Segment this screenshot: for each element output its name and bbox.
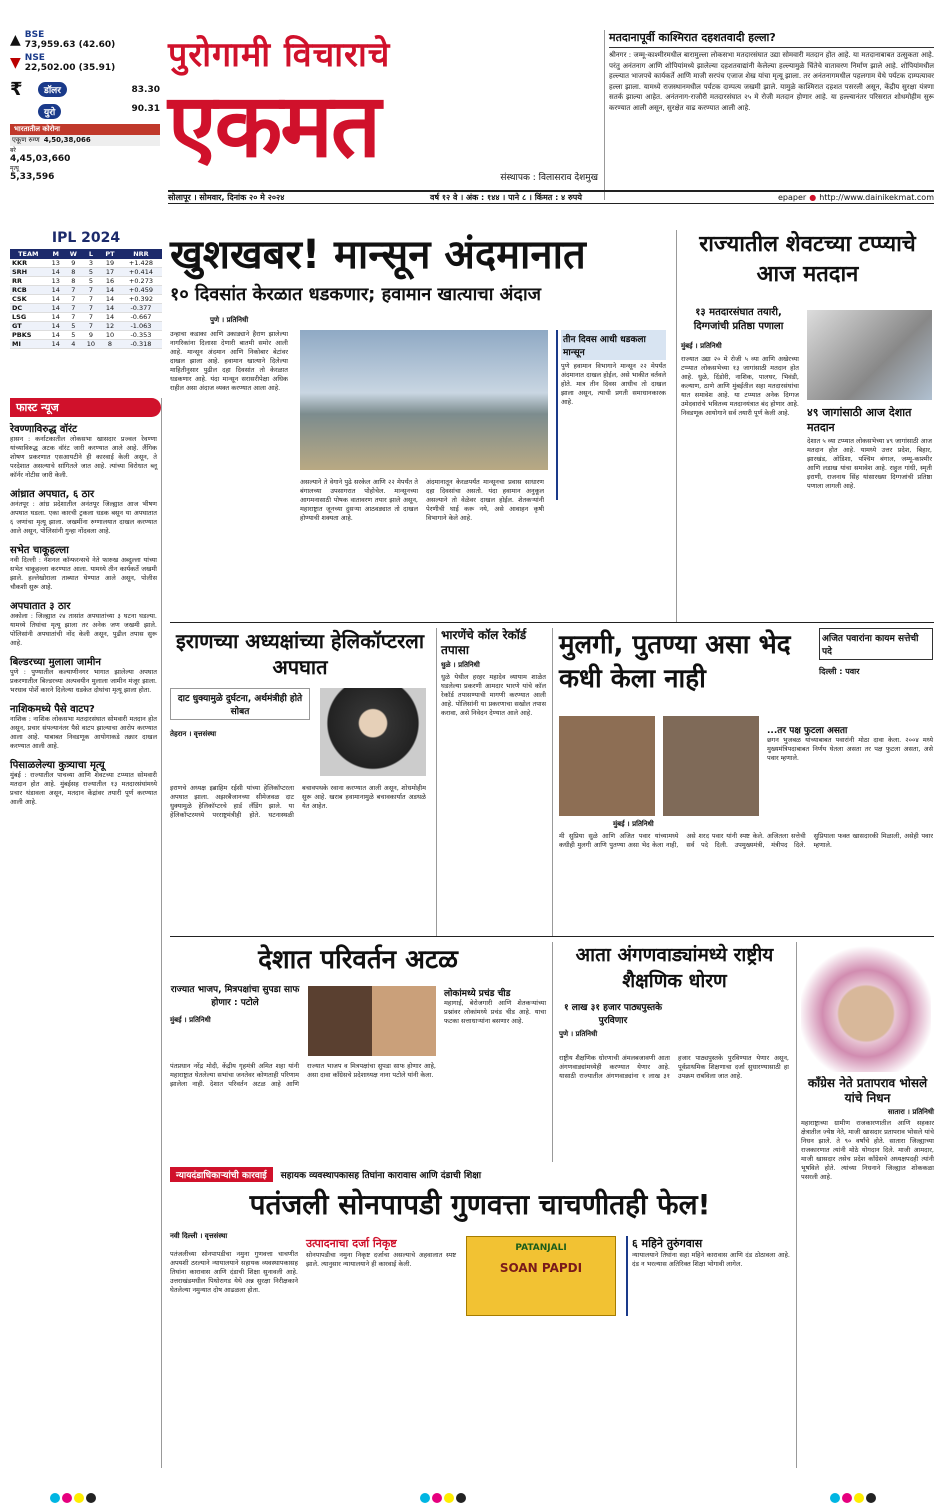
- ipl-cell: 5: [82, 268, 100, 277]
- ipl-cell: LSG: [10, 313, 47, 322]
- registration-dots-mid: [420, 1488, 468, 1507]
- anganwadi-subhead: १ लाख ३१ हजार पाठ्यपुस्तके पुरविणार: [563, 1003, 663, 1026]
- ipl-row: [10, 304, 162, 313]
- ipl-cell: +0.459: [120, 286, 162, 295]
- soan-papdi-pack: [466, 1236, 616, 1316]
- corona-recovered-label: बरे: [10, 147, 16, 154]
- ipl-cell: 7: [65, 304, 82, 313]
- monsoon-headline: खुशखबर! मान्सून अंदमानात: [170, 232, 586, 278]
- iran-headline: इराणच्या अध्यक्षांच्या हेलिकॉप्टरला अपघात: [175, 629, 425, 679]
- fast-news-head: नाशिकमध्ये पैसे वाटप?: [10, 704, 95, 715]
- bharne-byline: धुळे । प्रतिनिधी: [441, 661, 480, 669]
- ipl-header-cell: NRR: [120, 249, 162, 259]
- pawar-quote: [767, 723, 933, 763]
- pawar-story: [552, 628, 934, 936]
- bse-block: [10, 30, 160, 50]
- ipl-cell: 14: [100, 295, 120, 304]
- ipl-cell: 8: [65, 277, 82, 286]
- voting-box-head: ४९ जागांसाठी आज देशात मतदान: [807, 406, 912, 434]
- ipl-row: [10, 268, 162, 277]
- monsoon-sidebar-head: तीन दिवस आधी धडकला मान्सून: [561, 330, 666, 360]
- dollar-value: 83.30: [131, 84, 160, 95]
- bear-icon: ▼: [10, 55, 21, 71]
- pack-label: SOAN PAPDI: [499, 1261, 583, 1275]
- ipl-cell: 10: [82, 340, 100, 349]
- patole-byline: मुंबई । प्रतिनिधी: [170, 1016, 211, 1024]
- corona-title: भारतातील कोरोना: [10, 124, 160, 135]
- ipl-cell: 7: [65, 286, 82, 295]
- top-story-headline: मतदानापूर्वी काश्मिरात दहशतवादी हल्ला?: [609, 30, 934, 48]
- ipl-cell: DC: [10, 304, 47, 313]
- website-link[interactable]: http://www.dainikekmat.com: [819, 193, 934, 202]
- ipl-cell: -1.063: [120, 322, 162, 331]
- epaper-label: epaper: [778, 193, 807, 202]
- anganwadi-headline: आता अंगणवाड्यांमध्ये राष्ट्रीय शैक्षणिक धोरण: [575, 944, 774, 992]
- ipl-row: [10, 286, 162, 295]
- ipl-row: [10, 259, 162, 268]
- ipl-cell: KKR: [10, 259, 47, 268]
- fast-news-item: [10, 598, 161, 648]
- ipl-cell: 14: [100, 313, 120, 322]
- bull-icon: ▲: [10, 32, 21, 48]
- bharne-story: [436, 628, 546, 936]
- monsoon-byline: पुणे । प्रतिनिधी: [210, 316, 249, 324]
- ipl-header-cell: W: [65, 249, 82, 259]
- ipl-cell: 8: [65, 268, 82, 277]
- ipl-cell: 4: [65, 340, 82, 349]
- fast-news-item: [10, 486, 161, 536]
- ipl-cell: 14: [47, 286, 65, 295]
- fast-news-body: पुणे : पुण्यातील कल्याणीनगर भागात झालेल्या अपघात प्रकरणातील बिल्डरच्या अल्पवयीन मुलाला जामीन मंजूर झाला. भरधाव पोर्शे कारने दिलेल्या धडकेत दोघांचा मृत्यू झाला होता.: [10, 668, 157, 694]
- ipl-row: [10, 277, 162, 286]
- ipl-cell: 5: [65, 322, 82, 331]
- registration-dots-left: [50, 1488, 98, 1507]
- ipl-cell: -0.667: [120, 313, 162, 322]
- ipl-cell: 7: [65, 313, 82, 322]
- jail-box: [626, 1236, 790, 1316]
- fast-news-item: [10, 421, 161, 480]
- voting-story: [676, 230, 934, 622]
- ipl-cell: 14: [47, 340, 65, 349]
- monsoon-subhead: १० दिवसांत केरळात धडकणार; हवामान खात्याचा अंदाज: [170, 284, 541, 305]
- fast-news-body: हासन : कर्नाटकातील लोकसभा खासदार प्रज्वल रेवण्णा यांच्याविरुद्ध अटक वॉरंट जारी करण्यात आले आहे. लैंगिक शोषण प्रकरणात एसआयटीने ही कारवाई केली असून, ते परदेशात असल्याचे सांगितले जात आहे. त्यांच्या विरोधात ब्लू कॉर्नर नोटीस जारी केली.: [10, 435, 157, 479]
- evm-photo: [807, 310, 932, 400]
- ipl-table: [10, 249, 162, 349]
- monsoon-col2: असल्याने ते वेगाने पुढे सरकेल आणि २२ मेपर्यंत ते बंगालच्या उपसागरात पोहोचेल. मान्सूनच्या आगमनासाठी पोषक वातावरण तयार झाले असून, महाराष्ट्रात जूनच्या दुसऱ्या आठवड्यात तो दाखल होण्याची शक्यता आहे.: [300, 478, 418, 522]
- anganwadi-byline: पुणे । प्रतिनिधी: [559, 1030, 598, 1038]
- masthead-name: एकमत: [168, 74, 380, 177]
- pawar-side: [819, 628, 933, 677]
- iran-body: इराणचे अध्यक्ष इब्राहिम रईसी यांच्या हेलिकॉप्टरला अपघात झाला. अझरबैजानच्या सीमेजवळ दाट धुक्यामुळे हेलिकॉप्टरचे हार्ड लँडिंग झाले. या हेलिकॉप्टरमध्ये परराष्ट्रमंत्रीही होते. घटनास्थळी बचावपथके रवाना करण्यात आली असून, शोधमोहीम सुरू आहे. खराब हवामानामुळे बचावकार्यात अडथळे येत आहेत.: [170, 784, 426, 819]
- fast-news-body: नवी दिल्ली : नॅशनल कॉन्फरन्सचे नेते फारुख अब्दुल्ला यांच्या सभेत चाकूहल्ला करण्यात आला. यामध्ये तीन कार्यकर्ते जखमी झाले. हल्लेखोराला ताब्यात घेण्यात आले असून, पोलीस चौकशी सुरू आहे.: [10, 556, 157, 591]
- ipl-cell: GT: [10, 322, 47, 331]
- euro-row: [38, 104, 160, 119]
- fast-news-item: [10, 654, 161, 695]
- fast-news-body: मुंबई : राज्यातील पाचव्या आणि शेवटच्या टप्प्यात सोमवारी मतदान होत आहे. मुंबईसह राज्यातील १३ मतदारसंघांमध्ये प्रचार थंडावला असून, मतदान केंद्रांवर तयारी पूर्ण करण्यात आली आहे.: [10, 771, 157, 806]
- patole-body: पंतप्रधान नरेंद्र मोदी, केंद्रीय गृहमंत्री अमित शहा यांनी महाराष्ट्रात घेतलेल्या सभांचा जनतेवर कोणताही परिणाम झालेला नाही. देशात परिवर्तन अटळ आहे आणि राज्यात भाजप व मित्रपक्षांचा सुपडा साफ होणार आहे, असा दावा काँग्रेसचे प्रदेशाध्यक्ष नाना पटोले यांनी केला.: [170, 1062, 436, 1088]
- rupee-icon: ₹: [10, 79, 23, 100]
- ipl-cell: 9: [82, 331, 100, 340]
- pawar-byline: मुंबई । प्रतिनिधी: [613, 820, 654, 828]
- ipl-cell: 14: [47, 331, 65, 340]
- corona-box: [10, 124, 160, 182]
- euro-label: युरो: [38, 104, 61, 119]
- top-story-body: श्रीनगर : जम्मू-काश्मीरमधील बारामुल्ला लोकसभा मतदारसंघात उद्या सोमवारी मतदान होत आहे. या मतदानाबाबत उत्सुकता आहे. परंतु अनंतनाग आणि शोपियांमध्ये झालेल्या दहशतवाद्यांनी केलेल्या हल्ल्यामुळे चिंतेचे वातावरण निर्माण झाले आहे. शोपियांमधील हल्ल्यात भाजपचे कार्यकर्ते आणि माजी सरपंच एजाज शेख यांचा मृत्यू झाला. तर अनंतनागमधील पहलगाम येथे पर्यटक दाम्पत्यावर हल्ला झाला. यामध्ये राजस्थानमधील पर्यटक दाम्पत्य जखमी झाले. यामुळे काश्मिरात दहशत पसरली असून, केंद्रीय सुरक्षा यंत्रणा सतर्क झाल्या आहेत. अनंतनाग-राजौरी मतदारसंघात २५ मे रोजी मतदान होणार आहे. या हल्ल्यानंतर परिसरात शोधमोहीम सुरू करण्यात आली असून, सुरक्षेत वाढ करण्यात आली आहे.: [609, 51, 934, 112]
- pawar-headline: मुलगी, पुतण्या असा भेद कधी केला नाही: [559, 630, 791, 694]
- fast-news-head: आंध्रात अपघात, ६ ठार: [10, 489, 95, 500]
- ipl-cell: 14: [47, 304, 65, 313]
- ipl-cell: RCB: [10, 286, 47, 295]
- fast-news-head: सभेत चाकूहल्ला: [10, 545, 69, 556]
- ipl-header-cell: L: [82, 249, 100, 259]
- patanjali-box-head: उत्पादनाचा दर्जा निकृष्ट: [306, 1237, 397, 1250]
- ipl-cell: 17: [100, 268, 120, 277]
- anganwadi-body: राष्ट्रीय शैक्षणिक धोरणाची अंमलबजावणी आता अंगणवाड्यांमध्येही करण्यात येणार आहे. यासाठी राज्यातील अंगणवाड्यांना १ लाख ३१ हजार पाठ्यपुस्तके पुरविण्यात येणार असून, पूर्वप्राथमिक शिक्षणाचा दर्जा सुधारण्यासाठी हा उपक्रम राबविला जात आहे.: [559, 1054, 789, 1080]
- patanjali-body: पतंजलीच्या सोनपापडीचा नमुना गुणवत्ता चाचणीत अपयशी ठरल्याने न्यायालयाने सहायक व्यवस्थापकासह तिघांना कारावास आणि दंडाची शिक्षा सुनावली आहे. उत्तराखंडमधील पिथोरागड येथे अन्न सुरक्षा निरीक्षकाने घेतलेल्या नमुन्यात दोष आढळला होता.: [170, 1250, 298, 1294]
- voting-subhead: १३ मतदारसंघात तयारी, दिग्गजांची प्रतिष्ठा पणाला: [693, 307, 784, 332]
- ipl-cell: CSK: [10, 295, 47, 304]
- bse-value: 73,959.63 (42.60): [24, 40, 116, 50]
- ipl-cell: 14: [100, 286, 120, 295]
- monsoon-story: [170, 230, 670, 622]
- fast-news-title: फास्ट न्यूज: [10, 398, 161, 417]
- bharne-body: धुळे येथील हरहर महादेव व्यायाम शाळेत घडलेल्या प्रकरणी आमदार भारणे यांचे कॉल रेकॉर्ड तपासण्याची मागणी करण्यात आली आहे. पोलिसांनी या प्रकरणाचा सखोल तपास करावा, असे निवेदन देण्यात आले आहे.: [441, 673, 546, 717]
- patole-story: [170, 942, 546, 1162]
- ipl-cell: +0.392: [120, 295, 162, 304]
- globe-icon: ●: [809, 193, 817, 202]
- ipl-row: [10, 340, 162, 349]
- ipl-cell: MI: [10, 340, 47, 349]
- nse-value: 22,502.00 (35.91): [24, 63, 116, 73]
- bhosale-caption: काँग्रेस नेते प्रतापराव भोसले यांचे निधन: [807, 1076, 928, 1105]
- bhosale-story: [796, 942, 934, 1468]
- ipl-row: [10, 322, 162, 331]
- ipl-cell: 19: [100, 259, 120, 268]
- bhosale-body: महाराष्ट्राच्या ग्रामीण राजकारणातील आणि सहकार क्षेत्रातील ज्येष्ठ नेते, माजी खासदार प्रतापराव भोसले यांचे निधन झाले. ते ९० वर्षांचे होते. सातारा जिल्ह्याच्या राजकारणात त्यांनी मोठे योगदान दिले. माजी आमदार, माजी खासदार तसेच प्रदेश काँग्रेसचे अध्यक्षपदही त्यांनी भूषविले होते. त्यांच्या निधनाने जिल्ह्यात शोककळा पसरली आहे.: [801, 1119, 934, 1181]
- dateline: सोलापूर । सोमवार, दिनांक २० मे २०२४: [168, 193, 285, 202]
- ipl-cell: 3: [82, 259, 100, 268]
- markets-panel: [10, 30, 160, 200]
- ipl-cell: 13: [47, 259, 65, 268]
- patanjali-byline: नवी दिल्ली । वृत्तसंस्था: [170, 1232, 228, 1240]
- patole-subhead: राज्यात भाजप, मित्रपक्षांचा सुपडा साफ होणार : पटोले: [170, 985, 300, 1008]
- ipl-cell: +0.273: [120, 277, 162, 286]
- pawar-body: मी सुप्रिया सुळे आणि अजित पवार यांच्यामध्ये कधीही मुलगी आणि पुतण्या असा भेद केला नाही, असे शरद पवार यांनी स्पष्ट केले. अजितला सत्तेची सर्व पदे दिली. उपमुख्यमंत्री, मंत्रीपद दिले. सुप्रियाला फक्त खासदारकी मिळाली, असेही पवार म्हणाले.: [559, 832, 933, 849]
- dateline-bar: [168, 190, 934, 204]
- patanjali-story: [170, 1186, 790, 1468]
- court-strip-label: न्यायदंडाधिकाऱ्यांची कारवाई: [170, 1167, 273, 1182]
- ipl-row: [10, 295, 162, 304]
- ipl-cell: 5: [82, 277, 100, 286]
- fast-news-body: नाशिक : नाशिक लोकसभा मतदारसंघात सोमवारी मतदान होत असून, प्रचार संपल्यानंतर पैसे वाटप झाल्याचा आरोप करण्यात आला आहे. याबाबत निवडणूक आयोगाकडे तक्रार दाखल करण्यात आली आहे.: [10, 715, 157, 750]
- ipl-cell: 9: [65, 259, 82, 268]
- jail-body: न्यायालयाने तिघांना सहा महिने कारावास आणि दंड ठोठावला आहे. दंड न भरल्यास अतिरिक्त शिक्षा भोगावी लागेल.: [632, 1251, 790, 1268]
- euro-value: 90.31: [131, 104, 160, 114]
- ipl-row: [10, 331, 162, 340]
- corona-deaths-value: 5,33,596: [10, 172, 55, 182]
- patole-headline: देशात परिवर्तन अटळ: [258, 945, 458, 975]
- pack-brand: PATANJALI: [515, 1243, 567, 1253]
- monsoon-sidebar: [556, 330, 666, 500]
- ipl-header-cell: M: [47, 249, 65, 259]
- fast-news-item: [10, 542, 161, 592]
- beach-photo: [300, 330, 548, 470]
- dollar-row: [10, 79, 160, 100]
- voting-box: [807, 405, 932, 615]
- masthead-tagline: पुरोगामी विचाराचे: [168, 35, 391, 75]
- issue-info: वर्ष १२ वे । अंक : १४४ । पाने ८ । किंमत : ४ रुपये: [430, 193, 582, 202]
- ipl-cell: 14: [47, 268, 65, 277]
- fast-news-head: रेवण्णाविरुद्ध वॉरंट: [10, 424, 78, 435]
- fast-news-body: अकोला : जिल्ह्यात २४ तासांत अपघातांच्या ३ घटना घडल्या. यामध्ये तिघांचा मृत्यू झाला तर अनेक जण जखमी झाले. पोलिसांनी अपघातांची नोंद केली असून, पुढील तपास सुरू आहे.: [10, 612, 157, 647]
- ipl-cell: 7: [82, 304, 100, 313]
- fast-news-body: अनंतपूर : आंध्र प्रदेशातील अनंतपूर जिल्ह्यात आज भीषण अपघात घडला. एका कारची ट्रकला धडक बसून या अपघातात ६ जणांचा मृत्यू झाला. जखमींना रुग्णालयात दाखल करण्यात आले असून, पोलिसांनी गुन्हा नोंदवला आहे.: [10, 500, 157, 535]
- patanjali-box: [306, 1236, 456, 1316]
- ipl-cell: 13: [47, 277, 65, 286]
- court-strip-text: सहायक व्यवस्थापकासह तिघांना कारावास आणि दंडाची शिक्षा: [280, 1170, 482, 1181]
- fast-news-head: पिसाळलेल्या कुत्र्याचा मृत्यू: [10, 760, 105, 771]
- pawar-side-byline: दिल्ली : पवार: [819, 667, 860, 676]
- voting-box-body: देशात ५ व्या टप्प्यात लोकसभेच्या ४९ जागांसाठी आज मतदान होत आहे. यामध्ये उत्तर प्रदेश, बिहार, झारखंड, ओडिशा, पश्चिम बंगाल, जम्मू-काश्मीर आणि लडाख यांचा समावेश आहे. राहुल गांधी, स्मृती इराणी, राजनाथ सिंह यांसारख्या दिग्गजांची प्रतिष्ठा पणाला लागली आहे.: [807, 437, 932, 490]
- bse-label: BSE: [24, 30, 45, 40]
- ipl-cell: SRH: [10, 268, 47, 277]
- anganwadi-story: [552, 942, 790, 1162]
- pawar-quote-head: ...तर पक्ष फुटला असता: [767, 726, 848, 736]
- patole-box-body: महागाई, बेरोजगारी आणि शेतकऱ्यांच्या प्रश्नांवर लोकांमध्ये प्रचंड चीड आहे. याचा फटका सत्ताधाऱ्यांना बसणार आहे.: [444, 999, 546, 1025]
- fast-news-head: अपघातात ३ ठार: [10, 601, 71, 612]
- ipl-cell: RR: [10, 277, 47, 286]
- masthead: [168, 30, 598, 208]
- ipl-cell: -0.377: [120, 304, 162, 313]
- ipl-header-cell: TEAM: [10, 249, 47, 259]
- ipl-cell: 5: [65, 331, 82, 340]
- voting-byline: मुंबई । प्रतिनिधी: [681, 342, 722, 350]
- ipl-cell: 10: [100, 331, 120, 340]
- ipl-cell: +1.428: [120, 259, 162, 268]
- patanjali-headline: पतंजली सोनपापडी गुणवत्ता चाचणीतही फेल!: [249, 1188, 711, 1221]
- corona-total-value: 4,50,38,066: [43, 136, 91, 144]
- ipl-cell: 7: [82, 295, 100, 304]
- ipl-cell: 14: [100, 304, 120, 313]
- nse-block: [10, 53, 160, 73]
- fast-news-head: बिल्डरच्या मुलाला जामीन: [10, 657, 101, 668]
- patole-photo: [308, 986, 436, 1056]
- patole-box-head: लोकांमध्ये प्रचंड चीड: [444, 989, 511, 999]
- voting-body: राज्यात उद्या २० मे रोजी ५ व्या आणि अखेरच्या टप्प्यात लोकसभेच्या १३ जागांसाठी मतदान होत आहे. धुळे, दिंडोरी, नाशिक, पालघर, भिवंडी, कल्याण, ठाणे आणि मुंबईतील सहा मतदारसंघांचा यात समावेश आहे. या टप्प्यात अनेक दिग्गज उमेदवारांचे भवितव्य मतदानयंत्रात बंद होणार आहे. निवडणूक आयोगाने सर्व तयारी पूर्ण केली आहे.: [681, 355, 799, 417]
- monsoon-col3: अंदमानातून केरळपर्यंत मान्सूनचा प्रवास साधारण दहा दिवसांचा असतो. यंदा हवामान अनुकूल असल्याने तो वेळेवर दाखल होईल. शेतकऱ्यांनी पेरणीची घाई करू नये, असे आवाहन कृषी विभागाने केले आहे.: [426, 478, 544, 522]
- pawar-side-head: अजित पवारांना कायम सत्तेची पदे: [819, 628, 933, 660]
- fast-news-item: [10, 701, 161, 751]
- patole-box: [444, 986, 546, 1156]
- ipl-cell: PBKS: [10, 331, 47, 340]
- ipl-cell: 7: [82, 313, 100, 322]
- bharne-headline: भारणेंचे कॉल रेकॉर्ड तपासा: [441, 628, 527, 657]
- ipl-cell: 8: [100, 340, 120, 349]
- patanjali-box-body: सोनपापडीचा नमुना निकृष्ट दर्जाचा असल्याचे अहवालात स्पष्ट झाले. त्यानुसार न्यायालयाने ही कारवाई केली.: [306, 1251, 456, 1268]
- ipl-header-cell: PT: [100, 249, 120, 259]
- divider: [170, 622, 934, 623]
- pawar-photo: [559, 716, 759, 816]
- ipl-cell: 7: [82, 322, 100, 331]
- corona-deaths-label: मृत्यू: [10, 165, 19, 172]
- ipl-title: IPL 2024: [51, 230, 121, 246]
- court-strip: [170, 1166, 790, 1182]
- registration-dots-right: [830, 1488, 878, 1507]
- dollar-label: डॉलर: [38, 82, 67, 97]
- ipl-cell: -0.353: [120, 331, 162, 340]
- masthead-founder: संस्थापक : विलासराव देशमुख: [500, 173, 598, 183]
- ipl-cell: 12: [100, 322, 120, 331]
- ipl-panel: [10, 230, 162, 390]
- top-story: [604, 30, 934, 200]
- jail-head: ६ महिने तुरुंगवास: [632, 1237, 703, 1250]
- monsoon-col1: उन्हाचा कडाका आणि उकाड्याने हैराण झालेल्या नागरिकांना दिलासा देणारी बातमी समोर आली आहे. मान्सून अंदमान आणि निकोबार बेटांवर दाखल झाला आहे. हवामान खात्याने दिलेल्या माहितीनुसार पुढील दहा दिवसांत तो केरळात धडकणार आहे. यंदा मान्सून सरासरीपेक्षा अधिक राहील असा अंदाज व्यक्त करण्यात आला आहे.: [170, 330, 288, 392]
- bhosale-photo: [801, 942, 931, 1072]
- ipl-cell: 14: [47, 313, 65, 322]
- iran-story: [170, 628, 430, 936]
- ipl-row: [10, 313, 162, 322]
- bhosale-byline: सातारा । प्रतिनिधी: [887, 1108, 934, 1116]
- voting-headline: राज्यातील शेवटच्या टप्प्याचे आज मतदान: [699, 232, 916, 287]
- fast-news-item: [10, 757, 161, 807]
- corona-recovered-value: 4,45,03,660: [10, 154, 71, 164]
- ipl-cell: 14: [47, 295, 65, 304]
- fast-news-panel: [10, 398, 162, 1468]
- monsoon-sidebar-body: पुणे हवामान विभागाने मान्सून २२ मेपर्यंत अंदमानात दाखल होईल, असे भाकीत वर्तवले होते. मात्र तीन दिवस आधीच तो दाखल झाला असून, त्याची प्रगती समाधानकारक आहे.: [561, 362, 666, 406]
- divider: [170, 936, 934, 937]
- ipl-cell: 7: [65, 295, 82, 304]
- ipl-cell: 7: [82, 286, 100, 295]
- ipl-cell: 14: [47, 322, 65, 331]
- nse-label: NSE: [24, 53, 45, 63]
- iran-byline: तेहरान । वृत्तसंस्था: [170, 730, 217, 738]
- iran-subhead: दाट धुक्यामुळे दुर्घटना, अर्थमंत्रीही होते सोबत: [170, 688, 310, 720]
- ipl-cell: +0.414: [120, 268, 162, 277]
- ipl-cell: 16: [100, 277, 120, 286]
- pawar-quote-body: छगन भुजबळ यांच्याबाबत पवारांनी मोठा दावा केला. २००४ मध्ये मुख्यमंत्रिपदाबाबत निर्णय घेतला असता तर पक्ष फुटला असता, असे पवार म्हणाले.: [767, 736, 933, 762]
- ipl-cell: -0.318: [120, 340, 162, 349]
- raisi-photo: [320, 688, 426, 776]
- corona-total-label: एकूण रुग्ण: [12, 136, 40, 144]
